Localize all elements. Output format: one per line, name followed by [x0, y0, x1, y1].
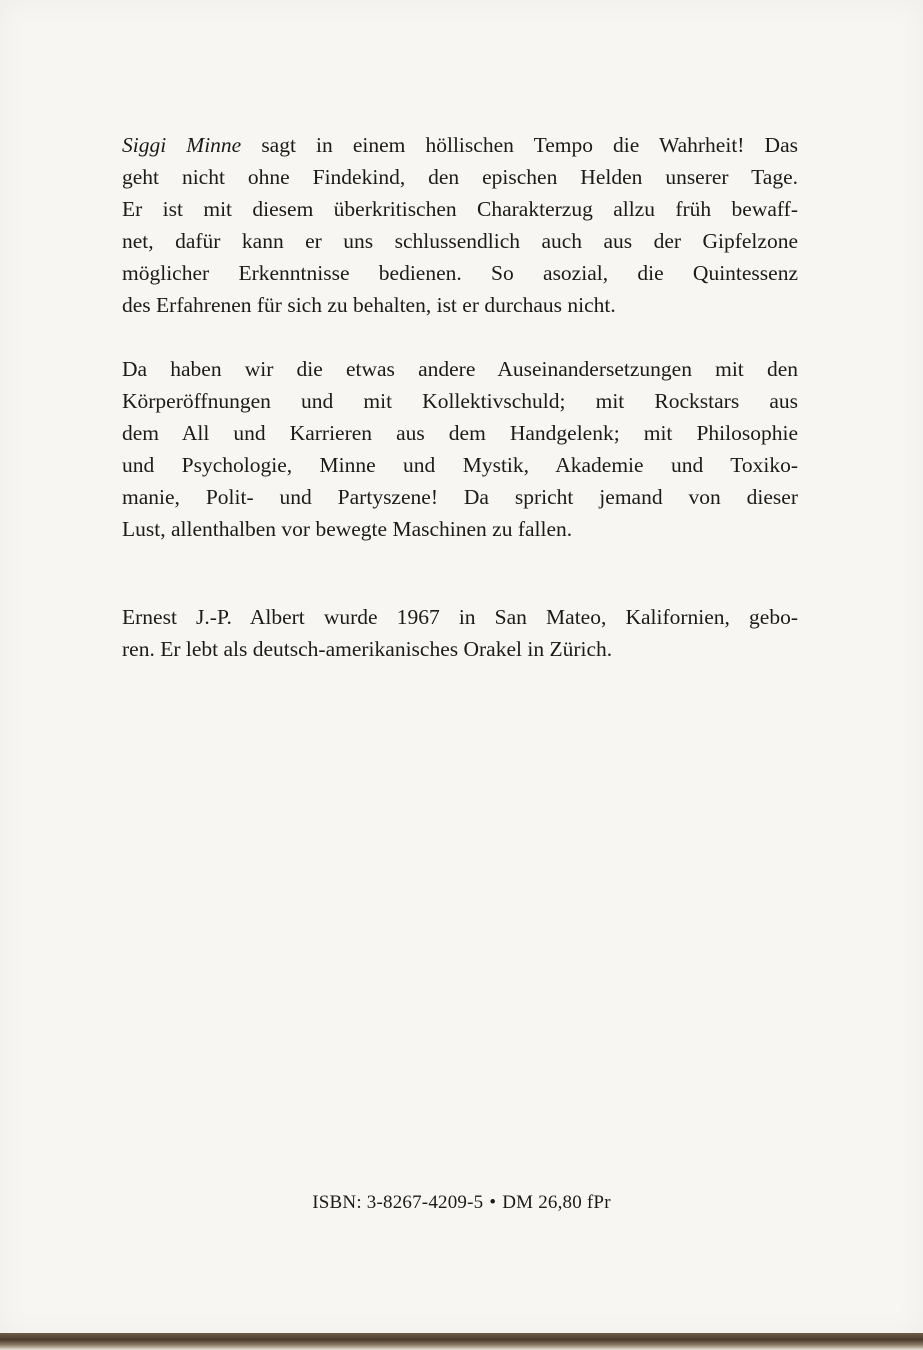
isbn-price-line — [0, 1192, 923, 1214]
text-line: net, dafür kann er uns schlussendlich auch aus der Gipfelzone — [122, 229, 798, 253]
blurb-paragraph-1 — [122, 129, 798, 321]
text-line: und Psychologie, Minne und Mystik, Akademie und Toxiko- — [122, 453, 798, 477]
author-bio-paragraph — [122, 601, 798, 665]
text-line: Da haben wir die etwas andere Auseinandersetzungen mit den — [122, 357, 798, 381]
text-line: möglicher Erkenntnisse bedienen. So asozial, die Quintessenz — [122, 261, 798, 285]
text-line: Er ist mit diesem überkritischen Charakterzug allzu früh bewaff- — [122, 197, 798, 221]
blurb-paragraph-2 — [122, 353, 798, 545]
text-line-content: sagt in einem höllischen Tempo die Wahrheit! Das — [241, 133, 798, 157]
text-line: Ernest J.-P. Albert wurde 1967 in San Mateo, Kalifornien, gebo- — [122, 605, 798, 629]
bullet-separator: • — [489, 1192, 497, 1213]
text-line: Lust, allenthalben vor bewegte Maschinen zu fallen. — [122, 517, 573, 541]
text-line: ren. Er lebt als deutsch-amerikanisches Orakel in Zürich. — [122, 637, 613, 661]
text-line: Körperöffnungen und mit Kollektivschuld; mit Rockstars aus — [122, 389, 798, 413]
page-bottom-edge — [0, 1333, 923, 1350]
author-name-italic: Siggi Minne — [122, 133, 242, 157]
price-label: DM 26,80 fPr — [502, 1192, 611, 1213]
text-line: des Erfahrenen für sich zu behalten, ist er durchaus nicht. — [122, 293, 616, 317]
text-line: dem All und Karrieren aus dem Handgelenk; mit Philosophie — [122, 421, 798, 445]
isbn-number: ISBN: 3-8267-4209-5 — [312, 1192, 484, 1213]
text-line: geht nicht ohne Findekind, den epischen Helden unserer Tage. — [122, 165, 798, 189]
text-line: manie, Polit- und Partyszene! Da spricht jemand von dieser — [122, 485, 798, 509]
text-line — [122, 129, 798, 161]
